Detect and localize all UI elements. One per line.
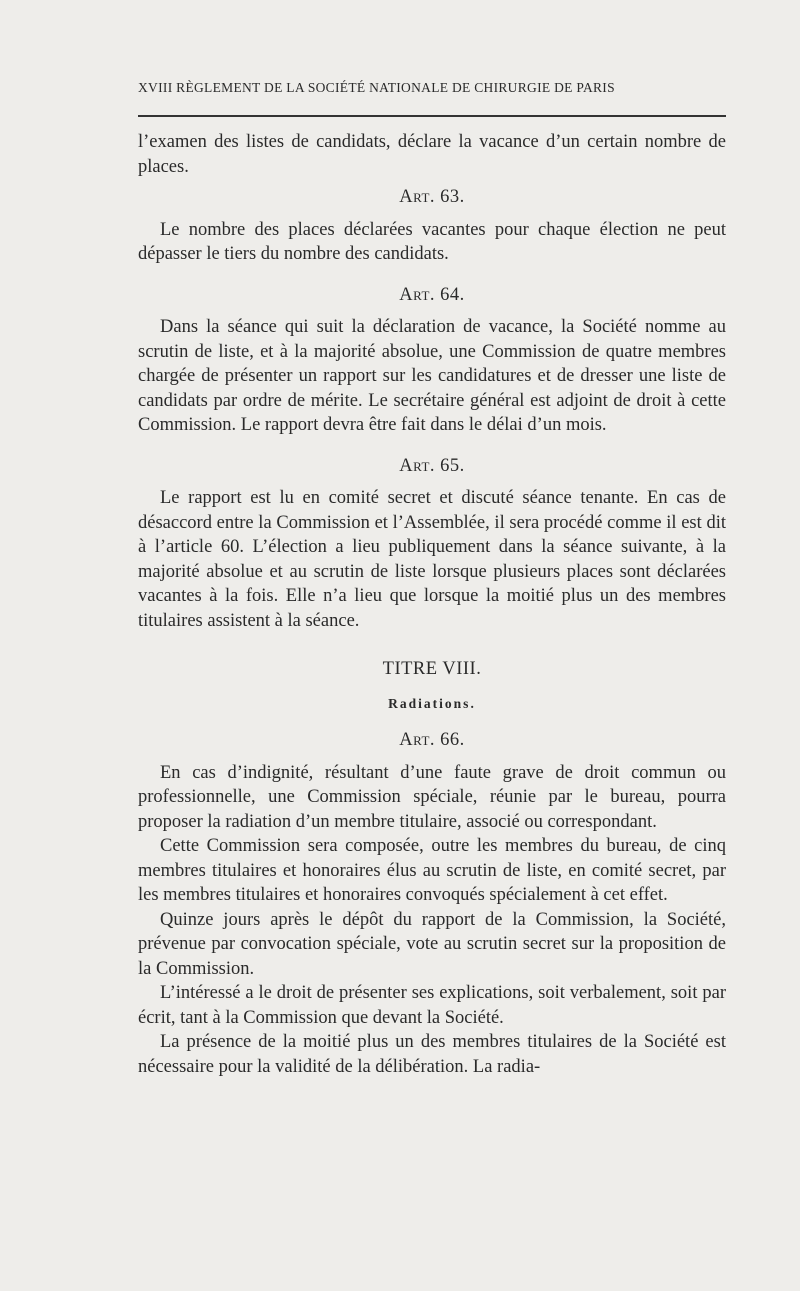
article-66-paragraph-1: En cas d’indignité, résultant d’une faute grave de droit commun ou professionnelle, une Commission spéciale, réunie par le bureau, pourra proposer la radiation d’un membre titulaire, associé ou correspondant. <box>138 762 726 832</box>
header-rule <box>138 115 726 117</box>
article-65-text: Le rapport est lu en comité secret et discuté séance tenante. En cas de désaccord entre la Commission et l’Assemblée, il sera procédé comme il est dit à l’article 60. L’élection a lieu publiquement dans la séance suivante, à la majorité absolue et au scrutin de liste lorsque plusieurs places sont déclarées vacantes à la fois. Elle n’a lieu que lorsque la moitié plus un des membres titulaires assistent à la séance. <box>138 488 726 631</box>
article-66-paragraph-3: Quinze jours après le dépôt du rapport de la Commission, la Société, prévenue par convocation spéciale, vote au scrutin secret sur la proposition de la Commission. <box>138 909 726 979</box>
article-65-heading: Art. 65. <box>399 455 465 476</box>
running-header: XVIII RÈGLEMENT DE LA SOCIÉTÉ NATIONALE DE CHIRURGIE DE PARIS <box>138 80 615 95</box>
article-63-heading: Art. 63. <box>399 187 465 207</box>
section-heading: Radiations. <box>388 695 476 711</box>
article-64-heading: Art. 64. <box>399 284 465 305</box>
article-66-paragraph-5: La présence de la moitié plus un des membres titulaires de la Société est nécessaire pour la validité de la délibération. La radia- <box>138 1032 726 1077</box>
article-66-paragraph-4: L’intéressé a le droit de présenter ses explications, soit verbalement, soit par écrit, tant à la Commission que devant la Société. <box>138 983 726 1028</box>
paragraph-continued: l’examen des listes de candidats, déclare la vacance d’un certain nombre de places. <box>138 132 726 177</box>
article-64-text: Dans la séance qui suit la déclaration de vacance, la Société nomme au scrutin de liste, et à la majorité absolue, une Commission de quatre membres chargée de présenter un rapport sur les candidatures et de dresser une liste de candidats par ordre de mérite. Le secrétaire général est adjoint de droit à cette Commission. Le rapport devra être fait dans le délai d’un mois. <box>138 317 726 435</box>
article-66-paragraph-2: Cette Commission sera composée, outre les membres du bureau, de cinq membres titulaires et honoraires élus au scrutin de liste, en comité secret, par les membres titulaires et honoraires convoqués spécialement à cet effet. <box>138 836 726 905</box>
title-heading: TITRE VIII. <box>382 659 482 679</box>
article-66-heading: Art. 66. <box>399 730 465 750</box>
article-63-text: Le nombre des places déclarées vacantes pour chaque élection ne peut dépasser le tiers du nombre des candidats. <box>138 219 726 264</box>
page-body <box>138 130 726 1079</box>
